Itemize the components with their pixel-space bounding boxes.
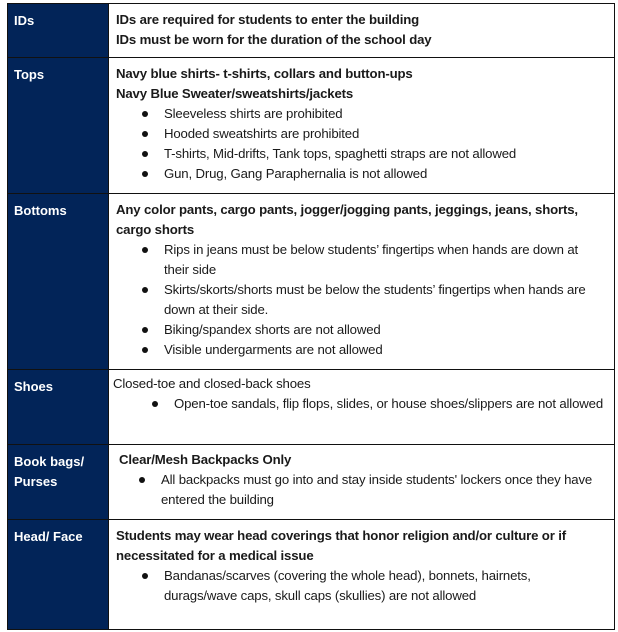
list-item <box>116 164 606 184</box>
list-item-text: Visible undergarments are not allowed <box>164 342 383 357</box>
list-item-text: Rips in jeans must be below students’ fingertips when hands are down at their side <box>164 242 579 277</box>
list-item <box>116 124 606 144</box>
rule-heading: Navy blue shirts- t-shirts, collars and button-ups <box>116 66 413 81</box>
rule-heading: IDs must be worn for the duration of the school day <box>116 32 432 47</box>
row-head-face <box>8 519 614 629</box>
row-content <box>109 194 614 369</box>
bullet-icon <box>142 327 148 333</box>
row-label: Head/ Face <box>8 520 109 629</box>
bullet-icon <box>139 477 145 483</box>
row-content <box>109 370 614 444</box>
row-label: Tops <box>8 58 109 193</box>
list-item <box>116 566 606 606</box>
list-item <box>113 394 606 414</box>
row-shoes <box>8 369 614 444</box>
list-item-text: All backpacks must go into and stay inside students' lockers once they have entered the building <box>161 472 593 507</box>
row-content <box>109 4 614 57</box>
list-item <box>116 240 606 280</box>
rule-heading: IDs are required for students to enter the building <box>116 12 420 27</box>
rule-list <box>116 240 606 360</box>
bullet-icon <box>142 171 148 177</box>
list-item-text: Biking/spandex shorts are not allowed <box>164 322 381 337</box>
list-item-text: Hooded sweatshirts are prohibited <box>164 126 360 141</box>
row-label: IDs <box>8 4 109 57</box>
list-item <box>116 104 606 124</box>
list-item-text: Sleeveless shirts are prohibited <box>164 106 343 121</box>
row-bottoms <box>8 193 614 369</box>
list-item <box>116 320 606 340</box>
rule-heading: Students may wear head coverings that honor religion and/or culture or if necessitated for a medical issue <box>116 528 566 563</box>
rule-heading: Navy Blue Sweater/sweatshirts/jackets <box>116 86 354 101</box>
row-label: Shoes <box>8 370 109 444</box>
bullet-icon <box>142 111 148 117</box>
bullet-icon <box>142 573 148 579</box>
dress-code-table <box>7 3 615 630</box>
row-tops <box>8 57 614 193</box>
list-item-text: Skirts/skorts/shorts must be below the students’ fingertips when hands are down at their side. <box>164 282 586 317</box>
bullet-icon <box>142 131 148 137</box>
rule-list <box>113 394 606 414</box>
bullet-icon <box>142 347 148 353</box>
bullet-icon <box>142 151 148 157</box>
row-ids <box>8 4 614 57</box>
list-item-text: Open-toe sandals, flip flops, slides, or house shoes/slippers are not allowed <box>174 396 604 411</box>
list-item-text: Gun, Drug, Gang Paraphernalia is not allowed <box>164 166 428 181</box>
list-item <box>119 470 606 510</box>
list-item <box>116 144 606 164</box>
rule-list <box>116 104 606 184</box>
bullet-icon <box>142 247 148 253</box>
rule-list <box>119 470 606 510</box>
rule-heading: Clear/Mesh Backpacks Only <box>119 452 292 467</box>
list-item <box>116 340 606 360</box>
row-content <box>109 445 614 519</box>
row-content <box>109 520 614 629</box>
rule-heading: Any color pants, cargo pants, jogger/jogging pants, jeggings, jeans, shorts, cargo shorts <box>116 202 578 237</box>
row-label: Book bags/ Purses <box>8 445 109 519</box>
row-book-bags <box>8 444 614 519</box>
list-item <box>116 280 606 320</box>
list-item-text: T-shirts, Mid-drifts, Tank tops, spaghetti straps are not allowed <box>164 146 517 161</box>
bullet-icon <box>152 401 158 407</box>
list-item-text: Bandanas/scarves (covering the whole head), bonnets, hairnets, durags/wave caps, skull caps (skullies) are not allowed <box>164 568 531 603</box>
row-content <box>109 58 614 193</box>
row-label: Bottoms <box>8 194 109 369</box>
rule-list <box>116 566 606 606</box>
bullet-icon <box>142 287 148 293</box>
rule-heading: Closed-toe and closed-back shoes <box>113 376 311 391</box>
